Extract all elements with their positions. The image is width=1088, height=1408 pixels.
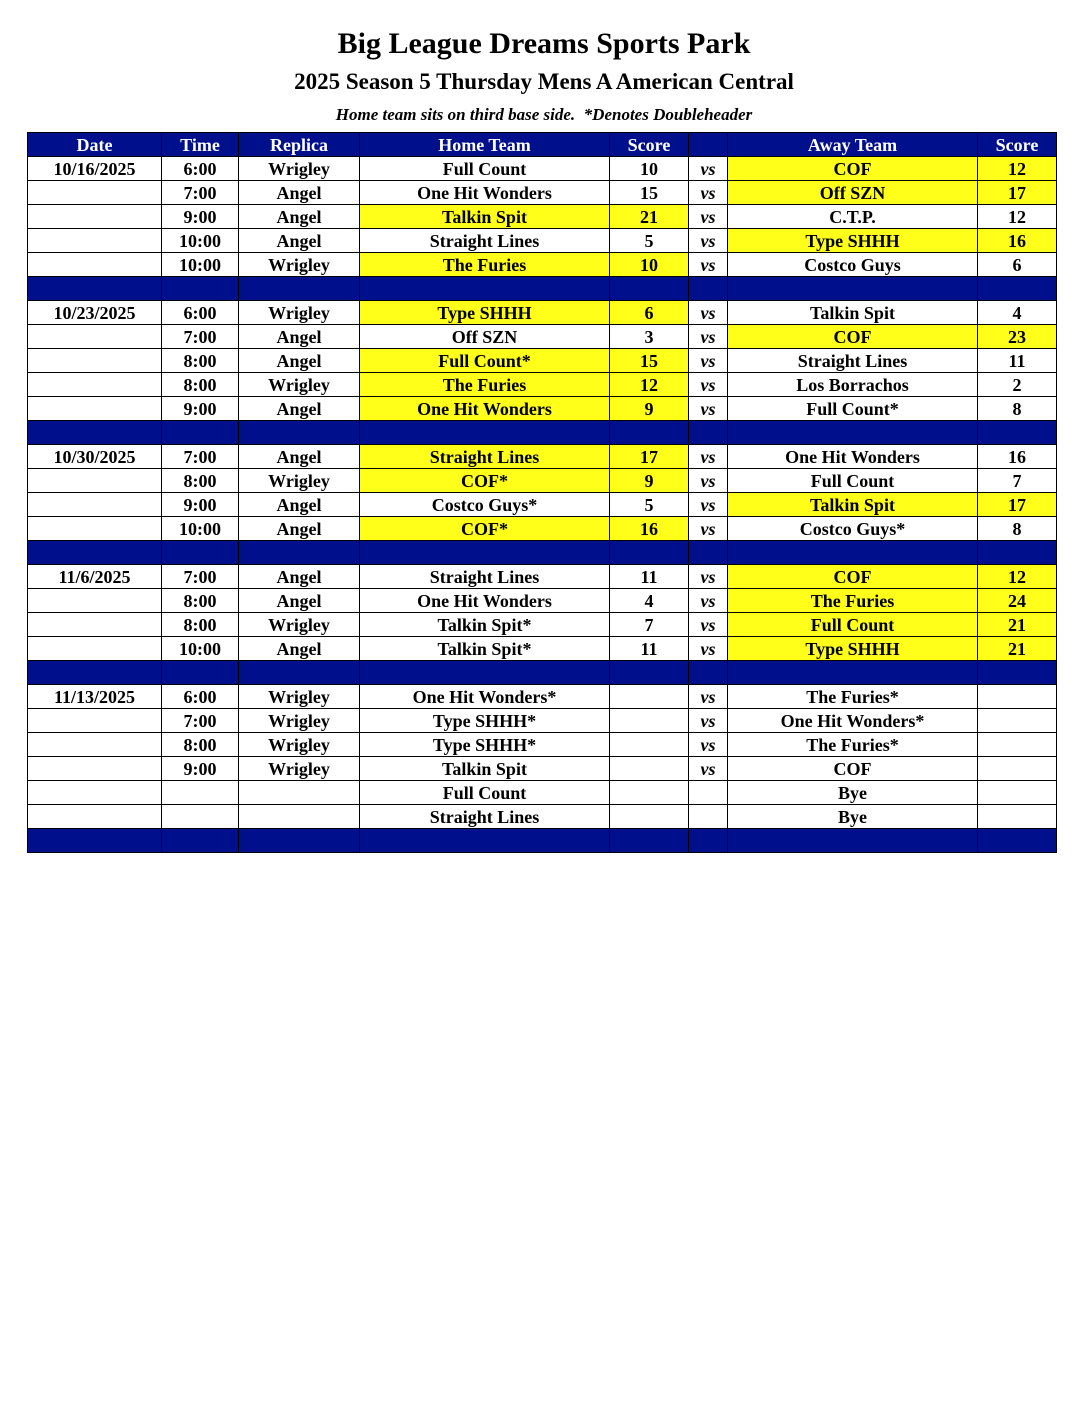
separator-cell [162, 661, 239, 685]
separator-cell [239, 661, 360, 685]
away-team-cell: Straight Lines [728, 349, 978, 373]
separator-cell [360, 421, 610, 445]
home-score-cell: 4 [610, 589, 689, 613]
week-separator-row [28, 277, 1057, 301]
home-score-cell [610, 685, 689, 709]
col-header-home-team: Home Team [360, 133, 610, 157]
game-row [28, 589, 1057, 613]
home-team-cell: Talkin Spit [360, 757, 610, 781]
separator-cell [689, 277, 728, 301]
away-score-cell: 21 [978, 613, 1057, 637]
game-row [28, 205, 1057, 229]
date-cell [28, 469, 162, 493]
game-row [28, 397, 1057, 421]
replica-cell: Wrigley [239, 157, 360, 181]
separator-cell [728, 541, 978, 565]
week-separator-row [28, 661, 1057, 685]
away-score-cell: 23 [978, 325, 1057, 349]
game-row [28, 229, 1057, 253]
separator-cell [978, 829, 1057, 853]
away-team-cell: One Hit Wonders [728, 445, 978, 469]
separator-cell [610, 661, 689, 685]
col-header-home-score: Score [610, 133, 689, 157]
separator-cell [689, 661, 728, 685]
separator-cell [728, 661, 978, 685]
home-score-cell: 17 [610, 445, 689, 469]
replica-cell: Wrigley [239, 709, 360, 733]
away-team-cell: Costco Guys [728, 253, 978, 277]
game-row [28, 373, 1057, 397]
replica-cell: Wrigley [239, 301, 360, 325]
date-cell [28, 493, 162, 517]
home-score-cell [610, 709, 689, 733]
replica-cell: Angel [239, 349, 360, 373]
away-score-cell: 21 [978, 637, 1057, 661]
home-team-cell: COF* [360, 517, 610, 541]
time-cell: 7:00 [162, 325, 239, 349]
col-header-away-team: Away Team [728, 133, 978, 157]
home-team-cell: Talkin Spit* [360, 637, 610, 661]
away-team-cell: The Furies* [728, 685, 978, 709]
separator-cell [728, 421, 978, 445]
home-team-cell: Straight Lines [360, 445, 610, 469]
vs-cell: vs [689, 613, 728, 637]
game-row [28, 613, 1057, 637]
away-score-cell: 17 [978, 493, 1057, 517]
vs-cell [689, 781, 728, 805]
replica-cell [239, 781, 360, 805]
vs-cell: vs [689, 589, 728, 613]
replica-cell: Wrigley [239, 757, 360, 781]
separator-cell [978, 541, 1057, 565]
home-score-cell: 11 [610, 565, 689, 589]
separator-cell [689, 541, 728, 565]
date-cell [28, 613, 162, 637]
vs-cell: vs [689, 637, 728, 661]
separator-cell [978, 421, 1057, 445]
separator-cell [28, 421, 162, 445]
date-cell: 10/23/2025 [28, 301, 162, 325]
vs-cell: vs [689, 493, 728, 517]
replica-cell: Angel [239, 493, 360, 517]
home-team-cell: Type SHHH* [360, 733, 610, 757]
game-row [28, 517, 1057, 541]
vs-cell: vs [689, 325, 728, 349]
home-team-cell: One Hit Wonders* [360, 685, 610, 709]
time-cell: 6:00 [162, 301, 239, 325]
separator-cell [610, 277, 689, 301]
vs-cell: vs [689, 757, 728, 781]
home-team-cell: Straight Lines [360, 229, 610, 253]
separator-cell [360, 277, 610, 301]
time-cell: 7:00 [162, 181, 239, 205]
separator-cell [162, 541, 239, 565]
away-team-cell: C.T.P. [728, 205, 978, 229]
vs-cell: vs [689, 469, 728, 493]
away-team-cell: One Hit Wonders* [728, 709, 978, 733]
replica-cell: Angel [239, 589, 360, 613]
replica-cell: Angel [239, 325, 360, 349]
date-cell [28, 253, 162, 277]
date-cell [28, 805, 162, 829]
away-team-cell: Talkin Spit [728, 493, 978, 517]
time-cell: 8:00 [162, 373, 239, 397]
away-score-cell: 8 [978, 517, 1057, 541]
separator-cell [28, 541, 162, 565]
date-cell [28, 637, 162, 661]
game-row [28, 445, 1057, 469]
separator-cell [162, 829, 239, 853]
home-team-cell: Talkin Spit* [360, 613, 610, 637]
replica-cell: Wrigley [239, 613, 360, 637]
replica-cell: Angel [239, 565, 360, 589]
home-team-cell: The Furies [360, 253, 610, 277]
date-cell [28, 181, 162, 205]
date-cell: 10/16/2025 [28, 157, 162, 181]
home-team-cell: Costco Guys* [360, 493, 610, 517]
away-team-cell: COF [728, 325, 978, 349]
away-score-cell [978, 781, 1057, 805]
vs-cell: vs [689, 565, 728, 589]
vs-cell: vs [689, 373, 728, 397]
vs-cell: vs [689, 157, 728, 181]
replica-cell: Angel [239, 445, 360, 469]
vs-cell: vs [689, 181, 728, 205]
time-cell: 7:00 [162, 709, 239, 733]
col-header-away-score: Score [978, 133, 1057, 157]
week-separator-row [28, 421, 1057, 445]
separator-cell [689, 829, 728, 853]
time-cell: 6:00 [162, 685, 239, 709]
replica-cell: Wrigley [239, 733, 360, 757]
away-score-cell: 8 [978, 397, 1057, 421]
game-row [28, 181, 1057, 205]
replica-cell: Wrigley [239, 253, 360, 277]
game-row [28, 469, 1057, 493]
home-score-cell: 9 [610, 397, 689, 421]
home-team-cell: COF* [360, 469, 610, 493]
time-cell: 10:00 [162, 637, 239, 661]
time-cell: 7:00 [162, 565, 239, 589]
date-cell [28, 757, 162, 781]
week-separator-row [28, 541, 1057, 565]
vs-cell: vs [689, 517, 728, 541]
away-team-cell: Bye [728, 805, 978, 829]
replica-cell: Wrigley [239, 685, 360, 709]
date-cell [28, 373, 162, 397]
date-cell: 11/13/2025 [28, 685, 162, 709]
time-cell [162, 781, 239, 805]
home-score-cell: 5 [610, 493, 689, 517]
date-cell [28, 709, 162, 733]
schedule-body [28, 157, 1057, 853]
date-cell [28, 397, 162, 421]
separator-cell [162, 277, 239, 301]
col-header-date: Date [28, 133, 162, 157]
vs-cell [689, 805, 728, 829]
away-score-cell: 12 [978, 157, 1057, 181]
away-team-cell: COF [728, 757, 978, 781]
game-row [28, 565, 1057, 589]
time-cell: 10:00 [162, 253, 239, 277]
game-row [28, 157, 1057, 181]
vs-cell: vs [689, 205, 728, 229]
separator-cell [610, 829, 689, 853]
game-row [28, 253, 1057, 277]
home-score-cell: 21 [610, 205, 689, 229]
game-row [28, 301, 1057, 325]
vs-cell: vs [689, 733, 728, 757]
home-score-cell [610, 757, 689, 781]
game-row [28, 685, 1057, 709]
separator-cell [239, 829, 360, 853]
separator-cell [28, 277, 162, 301]
home-team-cell: Full Count [360, 157, 610, 181]
home-score-cell: 12 [610, 373, 689, 397]
away-team-cell: Type SHHH [728, 637, 978, 661]
home-score-cell [610, 781, 689, 805]
separator-cell [239, 541, 360, 565]
date-cell [28, 325, 162, 349]
replica-cell: Wrigley [239, 373, 360, 397]
separator-cell [728, 277, 978, 301]
time-cell: 9:00 [162, 397, 239, 421]
game-row [28, 637, 1057, 661]
home-team-cell: One Hit Wonders [360, 181, 610, 205]
time-cell [162, 805, 239, 829]
replica-cell: Angel [239, 517, 360, 541]
home-score-cell: 7 [610, 613, 689, 637]
date-cell: 10/30/2025 [28, 445, 162, 469]
time-cell: 6:00 [162, 157, 239, 181]
away-team-cell: The Furies [728, 589, 978, 613]
date-cell [28, 205, 162, 229]
home-score-cell: 11 [610, 637, 689, 661]
separator-cell [28, 829, 162, 853]
vs-cell: vs [689, 253, 728, 277]
replica-cell: Angel [239, 397, 360, 421]
home-score-cell [610, 805, 689, 829]
away-score-cell: 7 [978, 469, 1057, 493]
date-cell: 11/6/2025 [28, 565, 162, 589]
away-score-cell: 4 [978, 301, 1057, 325]
replica-cell: Angel [239, 637, 360, 661]
page-subtitle: 2025 Season 5 Thursday Mens A American Central [294, 69, 794, 94]
home-team-cell: One Hit Wonders [360, 589, 610, 613]
away-team-cell: Full Count [728, 613, 978, 637]
vs-cell: vs [689, 709, 728, 733]
page-note: Home team sits on third base side. *Denotes Doubleheader [335, 105, 753, 124]
home-score-cell: 10 [610, 157, 689, 181]
home-score-cell: 9 [610, 469, 689, 493]
home-team-cell: Straight Lines [360, 805, 610, 829]
away-score-cell: 6 [978, 253, 1057, 277]
away-score-cell: 12 [978, 205, 1057, 229]
away-team-cell: Type SHHH [728, 229, 978, 253]
home-team-cell: Off SZN [360, 325, 610, 349]
col-header-time: Time [162, 133, 239, 157]
separator-cell [360, 541, 610, 565]
away-team-cell: Full Count [728, 469, 978, 493]
home-team-cell: Straight Lines [360, 565, 610, 589]
home-score-cell: 16 [610, 517, 689, 541]
time-cell: 8:00 [162, 733, 239, 757]
separator-cell [610, 421, 689, 445]
separator-cell [978, 661, 1057, 685]
date-cell [28, 517, 162, 541]
home-team-cell: Full Count [360, 781, 610, 805]
vs-cell: vs [689, 229, 728, 253]
game-row [28, 709, 1057, 733]
week-separator-row [28, 829, 1057, 853]
home-score-cell [610, 733, 689, 757]
vs-cell: vs [689, 301, 728, 325]
date-cell [28, 229, 162, 253]
away-score-cell: 11 [978, 349, 1057, 373]
away-team-cell: Talkin Spit [728, 301, 978, 325]
vs-cell: vs [689, 397, 728, 421]
home-team-cell: Type SHHH [360, 301, 610, 325]
home-team-cell: Type SHHH* [360, 709, 610, 733]
away-team-cell: Bye [728, 781, 978, 805]
separator-cell [28, 661, 162, 685]
home-score-cell: 5 [610, 229, 689, 253]
away-score-cell: 17 [978, 181, 1057, 205]
away-team-cell: COF [728, 565, 978, 589]
time-cell: 8:00 [162, 469, 239, 493]
away-score-cell: 16 [978, 229, 1057, 253]
replica-cell: Angel [239, 205, 360, 229]
header-row [28, 133, 1057, 157]
col-header-replica: Replica [239, 133, 360, 157]
home-team-cell: Talkin Spit [360, 205, 610, 229]
separator-cell [360, 661, 610, 685]
away-score-cell [978, 757, 1057, 781]
away-team-cell: Costco Guys* [728, 517, 978, 541]
game-row [28, 733, 1057, 757]
time-cell: 9:00 [162, 757, 239, 781]
game-row [28, 325, 1057, 349]
separator-cell [239, 421, 360, 445]
away-team-cell: Off SZN [728, 181, 978, 205]
separator-cell [610, 541, 689, 565]
date-cell [28, 589, 162, 613]
game-row [28, 805, 1057, 829]
time-cell: 7:00 [162, 445, 239, 469]
vs-cell: vs [689, 685, 728, 709]
away-team-cell: Full Count* [728, 397, 978, 421]
away-score-cell: 16 [978, 445, 1057, 469]
separator-cell [360, 829, 610, 853]
home-team-cell: The Furies [360, 373, 610, 397]
away-score-cell: 2 [978, 373, 1057, 397]
time-cell: 9:00 [162, 205, 239, 229]
time-cell: 8:00 [162, 589, 239, 613]
date-cell [28, 781, 162, 805]
replica-cell: Angel [239, 229, 360, 253]
separator-cell [239, 277, 360, 301]
replica-cell: Angel [239, 181, 360, 205]
time-cell: 8:00 [162, 613, 239, 637]
away-score-cell: 24 [978, 589, 1057, 613]
replica-cell [239, 805, 360, 829]
separator-cell [978, 277, 1057, 301]
game-row [28, 781, 1057, 805]
date-cell [28, 733, 162, 757]
home-score-cell: 15 [610, 349, 689, 373]
home-score-cell: 10 [610, 253, 689, 277]
home-score-cell: 15 [610, 181, 689, 205]
schedule-table [27, 132, 1057, 853]
away-score-cell [978, 685, 1057, 709]
away-score-cell [978, 805, 1057, 829]
away-score-cell: 12 [978, 565, 1057, 589]
home-team-cell: Full Count* [360, 349, 610, 373]
page-title: Big League Dreams Sports Park [337, 27, 751, 60]
replica-cell: Wrigley [239, 469, 360, 493]
col-header-vs [689, 133, 728, 157]
time-cell: 10:00 [162, 229, 239, 253]
game-row [28, 349, 1057, 373]
date-cell [28, 349, 162, 373]
game-row [28, 493, 1057, 517]
home-score-cell: 3 [610, 325, 689, 349]
home-score-cell: 6 [610, 301, 689, 325]
game-row [28, 757, 1057, 781]
time-cell: 9:00 [162, 493, 239, 517]
vs-cell: vs [689, 349, 728, 373]
away-score-cell [978, 733, 1057, 757]
away-team-cell: COF [728, 157, 978, 181]
vs-cell: vs [689, 445, 728, 469]
separator-cell [728, 829, 978, 853]
time-cell: 8:00 [162, 349, 239, 373]
away-team-cell: The Furies* [728, 733, 978, 757]
separator-cell [162, 421, 239, 445]
away-score-cell [978, 709, 1057, 733]
time-cell: 10:00 [162, 517, 239, 541]
away-team-cell: Los Borrachos [728, 373, 978, 397]
home-team-cell: One Hit Wonders [360, 397, 610, 421]
separator-cell [689, 421, 728, 445]
